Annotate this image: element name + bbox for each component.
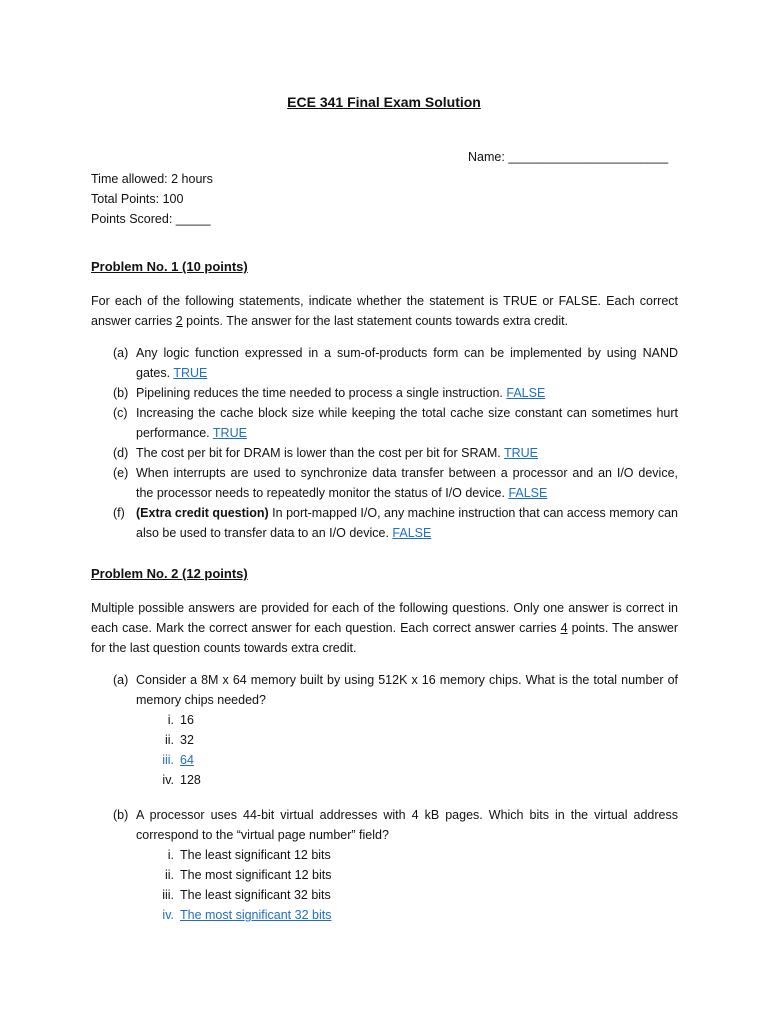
total-points: Total Points: 100 [91,192,184,206]
statement-answer: TRUE [212,426,247,440]
intro-text-end: points. The answer for the last statement counts towards extra credit. [182,314,569,328]
name-blank: _______________________ [508,150,669,164]
option-text: The most significant 12 bits [180,868,332,882]
question-item [91,670,678,710]
statement-item [91,343,678,383]
option-item [91,865,678,885]
problem-2-heading: Problem No. 2 (12 points) [91,566,248,581]
option-label: iii. [162,888,174,902]
statement-item [91,463,678,503]
option-label: iv. [162,908,174,922]
exam-meta [91,169,213,229]
intro-text: Multiple possible answers are provided for each of the following questions. Only one answer is correct in each case. Mark the correct answer for each question. Each correct answer carries [91,601,678,635]
option-item [91,710,678,730]
option-text: 32 [180,733,194,747]
statement-answer: FALSE [508,486,548,500]
statement-text: Pipelining reduces the time needed to process a single instruction. [136,386,503,400]
option-item [91,770,678,790]
option-item [91,845,678,865]
extra-credit-tag: (Extra credit question) [136,506,269,520]
statement-label: (e) [113,466,129,480]
question-b [91,805,678,925]
intro-points: 2 [175,314,183,328]
statement-answer: FALSE [506,386,546,400]
option-text: The least significant 32 bits [180,888,331,902]
statement-item [91,443,678,463]
statement-label: (a) [113,346,129,360]
question-text: A processor uses 44-bit virtual addresses with 4 kB pages. Which bits in the virtual address correspond to the “virtual page number” field? [136,808,678,842]
statement-answer: TRUE [173,366,208,380]
statement-answer: TRUE [503,446,538,460]
option-item [91,885,678,905]
question-label: (a) [113,673,129,687]
statement-text: Increasing the cache block size while keeping the total cache size constant can sometimes hurt performance. [136,406,678,440]
points-scored: Points Scored: _____ [91,212,211,226]
statement-label: (d) [113,446,129,460]
problem-1-statements [91,343,678,543]
correct-option-item [91,905,678,925]
question-a [91,670,678,790]
statement-answer: FALSE [392,526,432,540]
statement-item [91,383,678,403]
problem-2-intro [91,598,678,658]
correct-option-item [91,750,678,770]
option-label: i. [167,713,174,727]
option-text: The least significant 12 bits [180,848,331,862]
name-label: Name: [468,150,505,164]
option-text: 64 [180,753,194,767]
problem-1-intro [91,291,678,331]
statement-text: When interrupts are used to synchronize data transfer between a processor and an I/O device, the processor needs to repeatedly monitor the status of I/O device. [136,466,678,500]
option-text: The most significant 32 bits [180,908,332,922]
statement-text: In port-mapped I/O, any machine instruction that can access memory can also be used to transfer data to an I/O device. [136,506,678,540]
statement-text: The cost per bit for DRAM is lower than the cost per bit for SRAM. [136,446,501,460]
option-label: i. [167,848,174,862]
name-field [468,150,668,164]
option-text: 128 [180,773,201,787]
option-item [91,730,678,750]
statement-item [91,503,678,543]
option-label: iv. [162,773,174,787]
statement-label: (c) [113,406,128,420]
intro-text: For each of the following statements, indicate whether the statement is TRUE or FALSE. Each correct answer carries [91,294,678,328]
statement-label: (f) [113,506,125,520]
statement-text: Any logic function expressed in a sum-of-products form can be implemented by using NAND gates. [136,346,678,380]
time-allowed: Time allowed: 2 hours [91,172,213,186]
question-text: Consider a 8M x 64 memory built by using 512K x 16 memory chips. What is the total number of memory chips needed? [136,673,678,707]
option-label: ii. [164,868,174,882]
option-label: ii. [164,733,174,747]
option-text: 16 [180,713,194,727]
question-label: (b) [113,808,129,822]
statement-item [91,403,678,443]
statement-label: (b) [113,386,129,400]
document-title: ECE 341 Final Exam Solution [287,94,481,110]
problem-1-heading: Problem No. 1 (10 points) [91,259,248,274]
intro-points: 4 [560,621,568,635]
option-label: iii. [162,753,174,767]
intro-text-end: points. The answer for the last question counts towards extra credit. [91,621,679,655]
question-item [91,805,678,845]
